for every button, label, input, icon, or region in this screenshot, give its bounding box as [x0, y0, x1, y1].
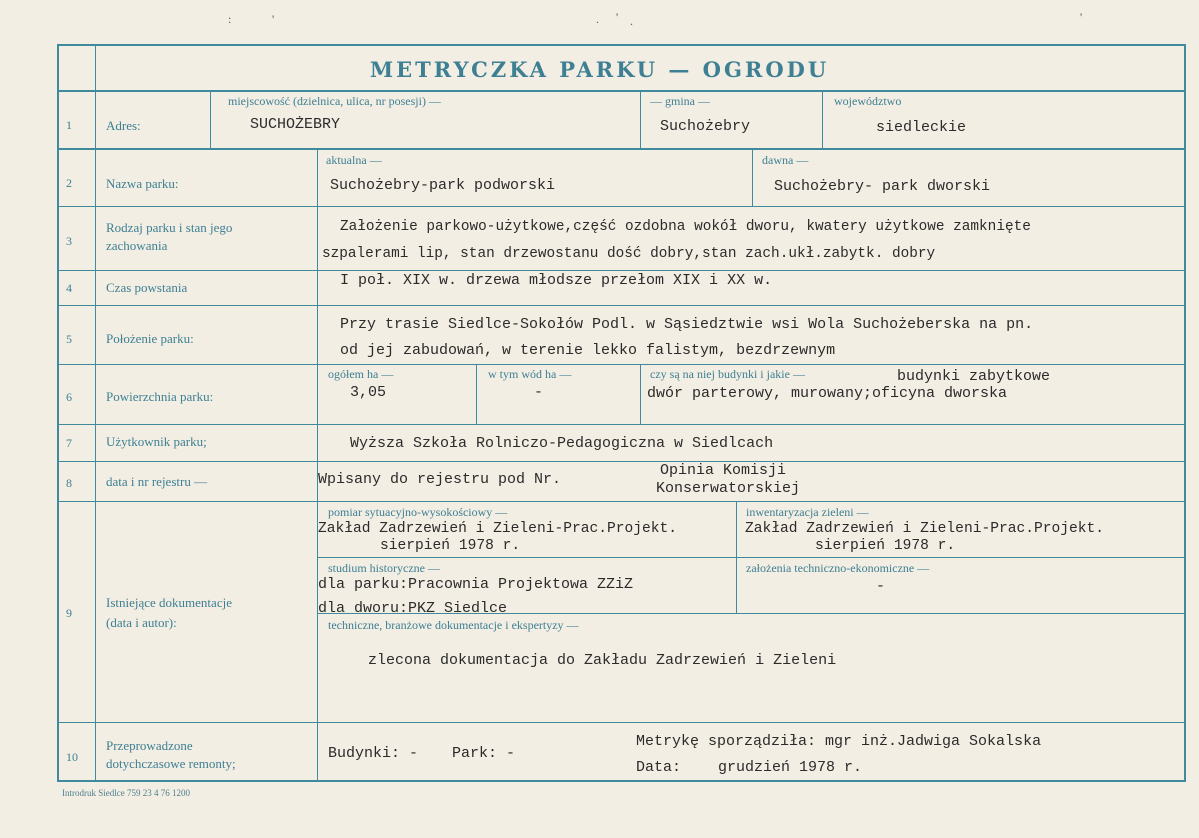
- park-type-label: Rodzaj parku i stan jego: [106, 220, 233, 235]
- locality-value: SUCHOŻEBRY: [250, 116, 341, 133]
- row-separator: [57, 90, 1186, 92]
- row-separator: [57, 501, 1186, 502]
- cell-divider: [210, 91, 211, 149]
- park-user-label: Użytkownik parku;: [106, 434, 207, 449]
- row-number: 4: [66, 281, 72, 295]
- ink-speck: ': [1080, 10, 1083, 24]
- historical-study-value-line2: dla dworu:PKZ Siedlce: [318, 600, 508, 617]
- ink-speck: ': [616, 10, 619, 24]
- number-column-line: [95, 44, 96, 782]
- cell-divider: [476, 364, 477, 425]
- buildings-value-line1: budynki zabytkowe: [897, 368, 1051, 385]
- origin-time-value: I poł. XIX w. drzewa młodsze przełom XIX i XX w.: [340, 272, 773, 289]
- historical-study-value-line1: dla parku:Pracownia Projektowa ZZiZ: [318, 576, 634, 593]
- water-area-value: -: [534, 384, 544, 401]
- park-name-label: Nazwa parku:: [106, 176, 179, 191]
- row-separator: [57, 305, 1186, 306]
- current-name-value: Suchożebry-park podworski: [330, 177, 556, 194]
- buildings-renovations-value: Budynki: -: [328, 745, 419, 762]
- form-title: METRYCZKA PARKU — OGRODU: [369, 57, 830, 82]
- address-label: Adres:: [106, 118, 141, 133]
- technical-docs-field-label: techniczne, branżowe dokumentacje i ekspertyzy —: [328, 618, 579, 632]
- total-area-value: 3,05: [350, 384, 387, 401]
- cell-divider: [752, 149, 753, 207]
- tech-econ-field-label: założenia techniczno-ekonomiczne —: [746, 561, 930, 575]
- cell-divider: [822, 91, 823, 149]
- register-label: data i nr rejestru —: [106, 474, 208, 489]
- survey-value-line1: Zakład Zadrzewień i Zieleni-Prac.Projekt.: [318, 521, 678, 537]
- row-number: 9: [66, 606, 72, 620]
- former-name-value: Suchożebry- park dworski: [774, 178, 991, 195]
- commission-opinion-line2: Konserwatorskiej: [656, 480, 801, 497]
- park-type-value-line1: Założenie parkowo-użytkowe,część ozdobna wokół dworu, kwatery użytkowe zamknięte: [340, 219, 1031, 235]
- origin-time-label: Czas powstania: [106, 280, 188, 295]
- voivodeship-value: siedleckie: [876, 119, 967, 136]
- label-column-line: [317, 722, 318, 781]
- ink-speck: :: [228, 12, 232, 26]
- row-number: 6: [66, 390, 72, 404]
- inventory-value-line1: Zakład Zadrzewień i Zieleni-Prac.Projekt.: [745, 521, 1105, 537]
- row-number: 3: [66, 234, 72, 248]
- renovations-label: Przeprowadzone: [106, 738, 193, 753]
- location-value-line2: od jej zabudowań, w terenie lekko falistym, bezdrzewnym: [340, 342, 836, 359]
- ink-speck: ': [272, 12, 275, 26]
- row-separator: [57, 424, 1186, 425]
- inventory-value-line2: sierpień 1978 r.: [815, 538, 956, 554]
- location-value-line1: Przy trasie Siedlce-Sokołów Podl. w Sąsiedztwie wsi Wola Suchożeberska na pn.: [340, 316, 1034, 333]
- row-separator: [57, 722, 1186, 723]
- ink-speck: .: [596, 12, 599, 26]
- survey-value-line2: sierpień 1978 r.: [380, 538, 521, 554]
- label-column-line: [317, 149, 318, 501]
- printer-imprint: Introdruk Siedlce 759 23 4 76 1200: [62, 788, 190, 798]
- park-renovations-value: Park: -: [452, 745, 516, 762]
- buildings-field-label: czy są na niej budynki i jakie —: [650, 367, 805, 381]
- renovations-label-line2: dotychczasowe remonty;: [106, 756, 236, 771]
- row-separator: [57, 461, 1186, 462]
- park-type-value-line2: szpalerami lip, stan drzewostanu dość dobry,stan zach.ukł.zabytk. dobry: [322, 246, 936, 262]
- current-name-field-label: aktualna —: [326, 153, 382, 167]
- documentation-label: Istniejące dokumentacje: [106, 595, 232, 610]
- technical-docs-value: zlecona dokumentacja do Zakładu Zadrzewień i Zieleni: [368, 652, 837, 669]
- row-number: 2: [66, 176, 72, 190]
- total-area-field-label: ogółem ha —: [328, 367, 394, 381]
- row-number: 8: [66, 476, 72, 490]
- commission-opinion-line1: Opinia Komisji: [660, 462, 787, 479]
- frame-left-line: [57, 44, 59, 782]
- historical-study-field-label: studium historyczne —: [328, 561, 440, 575]
- former-name-field-label: dawna —: [762, 153, 809, 167]
- row-number: 5: [66, 332, 72, 346]
- cell-divider: [317, 557, 1186, 558]
- row-separator: [57, 206, 1186, 207]
- cell-divider: [640, 91, 641, 149]
- buildings-value-line2: dwór parterowy, murowany;oficyna dworska: [647, 385, 1008, 402]
- survey-field-label: pomiar sytuacyjno-wysokościowy —: [328, 505, 508, 519]
- frame-top-line: [57, 44, 1186, 46]
- commune-value: Suchożebry: [660, 118, 751, 135]
- frame-right-line: [1184, 44, 1186, 782]
- water-area-field-label: w tym wód ha —: [488, 367, 572, 381]
- frame-bottom-line: [57, 780, 1186, 782]
- row-number: 1: [66, 118, 72, 132]
- location-label: Położenie parku:: [106, 331, 194, 346]
- tech-econ-value: -: [876, 578, 886, 595]
- row-number: 10: [66, 750, 78, 764]
- row-separator: [57, 148, 1186, 150]
- row-number: 7: [66, 436, 72, 450]
- documentation-label-line2: (data i autor):: [106, 615, 177, 630]
- date-value: grudzień 1978 r.: [718, 759, 863, 776]
- row-separator: [57, 364, 1186, 365]
- compiled-by-value: Metrykę sporządziła: mgr inż.Jadwiga Sokalska: [636, 733, 1042, 750]
- inventory-field-label: inwentaryzacja zieleni —: [746, 505, 869, 519]
- row-separator: [57, 270, 1186, 271]
- register-value: Wpisany do rejestru pod Nr.: [318, 471, 562, 488]
- locality-field-label: miejscowość (dzielnica, ulica, nr posesji) —: [228, 94, 441, 108]
- park-user-value: Wyższa Szkoła Rolniczo-Pedagogiczna w Siedlcach: [350, 435, 774, 452]
- ink-speck: .: [630, 14, 633, 28]
- park-type-label-line2: zachowania: [106, 238, 168, 253]
- area-label: Powierzchnia parku:: [106, 389, 214, 404]
- commune-field-label: — gmina —: [650, 94, 710, 108]
- voivodeship-field-label: województwo: [834, 94, 902, 108]
- cell-divider: [640, 364, 641, 425]
- date-label: Data:: [636, 759, 682, 776]
